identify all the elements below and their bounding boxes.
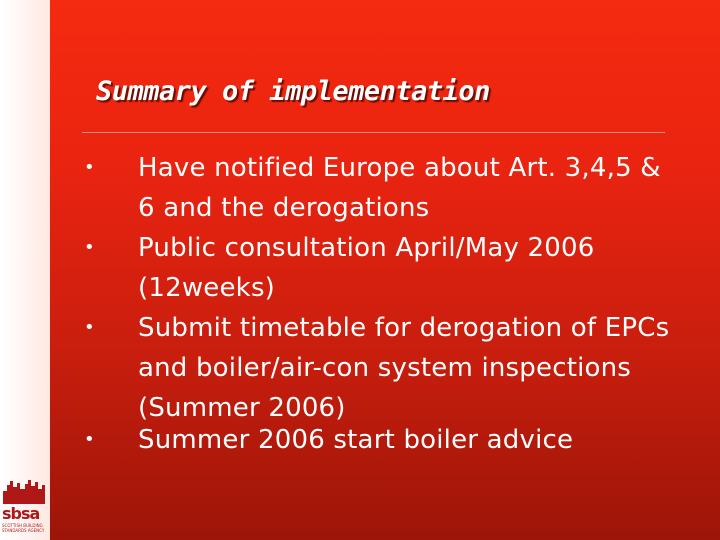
bullet-item <box>82 420 682 460</box>
bullet-dot-icon: • <box>84 317 95 338</box>
bullet-text: Public consultation April/May 2006 (12weeks) <box>138 233 595 303</box>
bullet-text: Submit timetable for derogation of EPCs and boiler/air-con system inspections (Summer 2006) <box>138 313 670 423</box>
left-margin-strip <box>0 0 50 540</box>
bullet-item <box>82 228 682 308</box>
bullet-dot-icon: • <box>84 429 95 450</box>
logo-fullname: SCOTTISH BUILDING STANDARDS AGENCY <box>2 523 45 533</box>
bullet-item <box>82 148 682 228</box>
title-divider <box>82 132 665 133</box>
bullet-item <box>82 308 682 423</box>
bullet-dot-icon: • <box>84 157 95 178</box>
bullet-text: Summer 2006 start boiler advice <box>138 425 574 455</box>
bullet-list <box>82 148 682 460</box>
logo-abbreviation: sbsa <box>2 504 40 523</box>
bullet-text: Have notified Europe about Art. 3,4,5 & 6 and the derogations <box>138 153 661 223</box>
slide-title: Summary of implementation <box>96 76 490 107</box>
bullet-dot-icon: • <box>84 237 95 258</box>
